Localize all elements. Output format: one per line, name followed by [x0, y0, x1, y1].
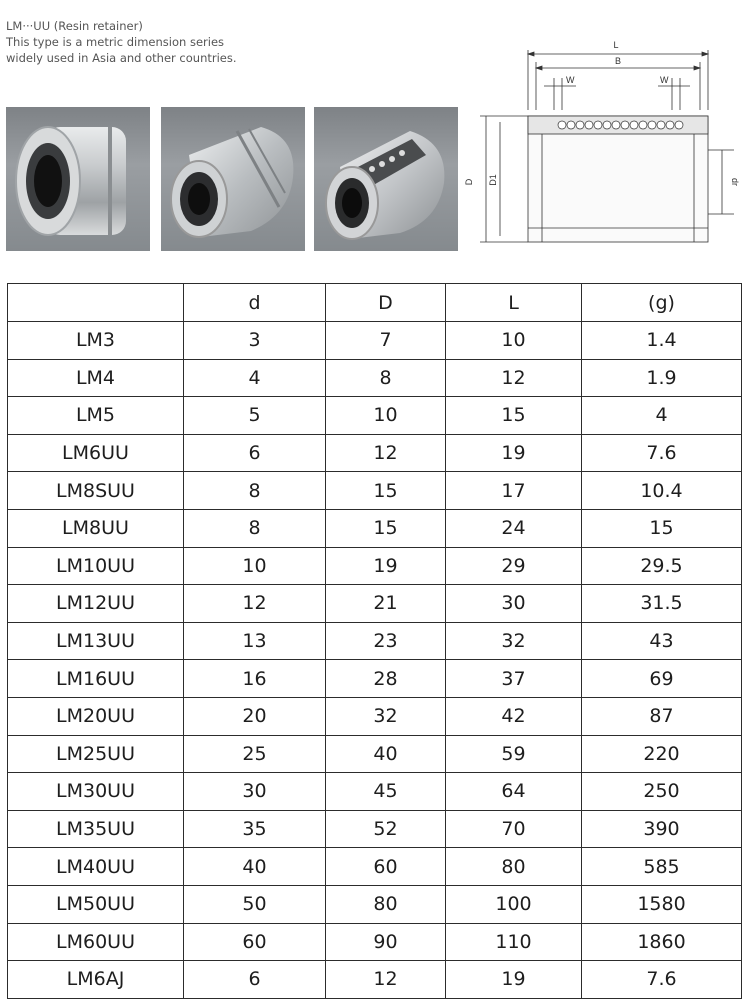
intro-title: LM···UU (Resin retainer)	[6, 19, 143, 33]
d-cell: 6	[184, 961, 326, 999]
D-cell: 15	[326, 472, 446, 510]
D-cell: 40	[326, 735, 446, 773]
model-cell: LM8UU	[8, 509, 184, 547]
model-cell: LM13UU	[8, 622, 184, 660]
L-cell: 17	[446, 472, 582, 510]
label-D: D	[464, 178, 474, 186]
model-cell: LM4	[8, 359, 184, 397]
model-cell: LM25UU	[8, 735, 184, 773]
d-cell: 8	[184, 472, 326, 510]
d-cell: 30	[184, 773, 326, 811]
intro-line-2: This type is a metric dimension series	[6, 35, 225, 49]
weight-cell: 220	[582, 735, 742, 773]
table-row	[8, 509, 742, 547]
bearing-photo-angle	[161, 107, 305, 251]
L-cell: 59	[446, 735, 582, 773]
D-cell: 10	[326, 397, 446, 435]
label-D1: D1	[488, 174, 498, 186]
D-cell: 12	[326, 434, 446, 472]
L-cell: 64	[446, 773, 582, 811]
d-cell: 40	[184, 848, 326, 886]
weight-cell: 1.9	[582, 359, 742, 397]
L-cell: 100	[446, 885, 582, 923]
model-cell: LM6AJ	[8, 961, 184, 999]
model-cell: LM5	[8, 397, 184, 435]
model-cell: LM16UU	[8, 660, 184, 698]
D-cell: 28	[326, 660, 446, 698]
d-cell: 3	[184, 322, 326, 360]
L-cell: 30	[446, 585, 582, 623]
d-cell: 13	[184, 622, 326, 660]
L-cell: 12	[446, 359, 582, 397]
intro-line-3: widely used in Asia and other countries.	[6, 51, 237, 65]
weight-cell: 4	[582, 397, 742, 435]
D-cell: 8	[326, 359, 446, 397]
model-cell: LM8SUU	[8, 472, 184, 510]
weight-cell: 390	[582, 810, 742, 848]
L-cell: 42	[446, 697, 582, 735]
table-row	[8, 735, 742, 773]
bearing-photo-front	[6, 107, 150, 251]
table-row	[8, 923, 742, 961]
table-row	[8, 885, 742, 923]
weight-cell: 250	[582, 773, 742, 811]
table-row	[8, 585, 742, 623]
D-cell: 19	[326, 547, 446, 585]
weight-cell: 15	[582, 509, 742, 547]
D-cell: 7	[326, 322, 446, 360]
d-cell: 10	[184, 547, 326, 585]
model-cell: LM60UU	[8, 923, 184, 961]
header-d: d	[184, 284, 326, 322]
label-B: B	[614, 56, 622, 66]
bearing-dimension-diagram	[466, 38, 746, 248]
model-cell: LM6UU	[8, 434, 184, 472]
table-row	[8, 848, 742, 886]
d-cell: 6	[184, 434, 326, 472]
L-cell: 110	[446, 923, 582, 961]
d-cell: 16	[184, 660, 326, 698]
label-dr: dr	[730, 177, 740, 187]
L-cell: 37	[446, 660, 582, 698]
model-cell: LM30UU	[8, 773, 184, 811]
weight-cell: 31.5	[582, 585, 742, 623]
L-cell: 70	[446, 810, 582, 848]
weight-cell: 69	[582, 660, 742, 698]
d-cell: 4	[184, 359, 326, 397]
table-row	[8, 397, 742, 435]
intro-text	[6, 18, 237, 66]
weight-cell: 29.5	[582, 547, 742, 585]
L-cell: 19	[446, 434, 582, 472]
D-cell: 60	[326, 848, 446, 886]
L-cell: 32	[446, 622, 582, 660]
D-cell: 12	[326, 961, 446, 999]
bearing-spec-table	[7, 283, 742, 999]
D-cell: 52	[326, 810, 446, 848]
weight-cell: 1580	[582, 885, 742, 923]
D-cell: 23	[326, 622, 446, 660]
label-W-right: W	[660, 75, 669, 85]
model-cell: LM20UU	[8, 697, 184, 735]
header-model	[8, 284, 184, 322]
model-cell: LM50UU	[8, 885, 184, 923]
d-cell: 12	[184, 585, 326, 623]
weight-cell: 10.4	[582, 472, 742, 510]
table-row	[8, 660, 742, 698]
weight-cell: 87	[582, 697, 742, 735]
d-cell: 35	[184, 810, 326, 848]
L-cell: 29	[446, 547, 582, 585]
D-cell: 21	[326, 585, 446, 623]
D-cell: 90	[326, 923, 446, 961]
table-row	[8, 547, 742, 585]
label-W-left: W	[566, 75, 575, 85]
table-row	[8, 697, 742, 735]
table-row	[8, 810, 742, 848]
D-cell: 32	[326, 697, 446, 735]
table-row	[8, 622, 742, 660]
L-cell: 15	[446, 397, 582, 435]
D-cell: 80	[326, 885, 446, 923]
model-cell: LM35UU	[8, 810, 184, 848]
table-header-row	[8, 284, 742, 322]
L-cell: 80	[446, 848, 582, 886]
bearing-photo-cutaway	[314, 107, 458, 251]
d-cell: 60	[184, 923, 326, 961]
d-cell: 50	[184, 885, 326, 923]
header-L: L	[446, 284, 582, 322]
D-cell: 45	[326, 773, 446, 811]
model-cell: LM40UU	[8, 848, 184, 886]
weight-cell: 1860	[582, 923, 742, 961]
d-cell: 8	[184, 509, 326, 547]
weight-cell: 1.4	[582, 322, 742, 360]
L-cell: 24	[446, 509, 582, 547]
table-row	[8, 322, 742, 360]
model-cell: LM3	[8, 322, 184, 360]
L-cell: 19	[446, 961, 582, 999]
weight-cell: 7.6	[582, 434, 742, 472]
d-cell: 20	[184, 697, 326, 735]
D-cell: 15	[326, 509, 446, 547]
table-row	[8, 359, 742, 397]
model-cell: LM10UU	[8, 547, 184, 585]
header-D: D	[326, 284, 446, 322]
table-row	[8, 472, 742, 510]
weight-cell: 7.6	[582, 961, 742, 999]
L-cell: 10	[446, 322, 582, 360]
weight-cell: 585	[582, 848, 742, 886]
table-row	[8, 773, 742, 811]
header-weight: (g)	[582, 284, 742, 322]
d-cell: 5	[184, 397, 326, 435]
table-row	[8, 961, 742, 999]
weight-cell: 43	[582, 622, 742, 660]
d-cell: 25	[184, 735, 326, 773]
table-row	[8, 434, 742, 472]
model-cell: LM12UU	[8, 585, 184, 623]
label-L: L	[613, 40, 619, 50]
